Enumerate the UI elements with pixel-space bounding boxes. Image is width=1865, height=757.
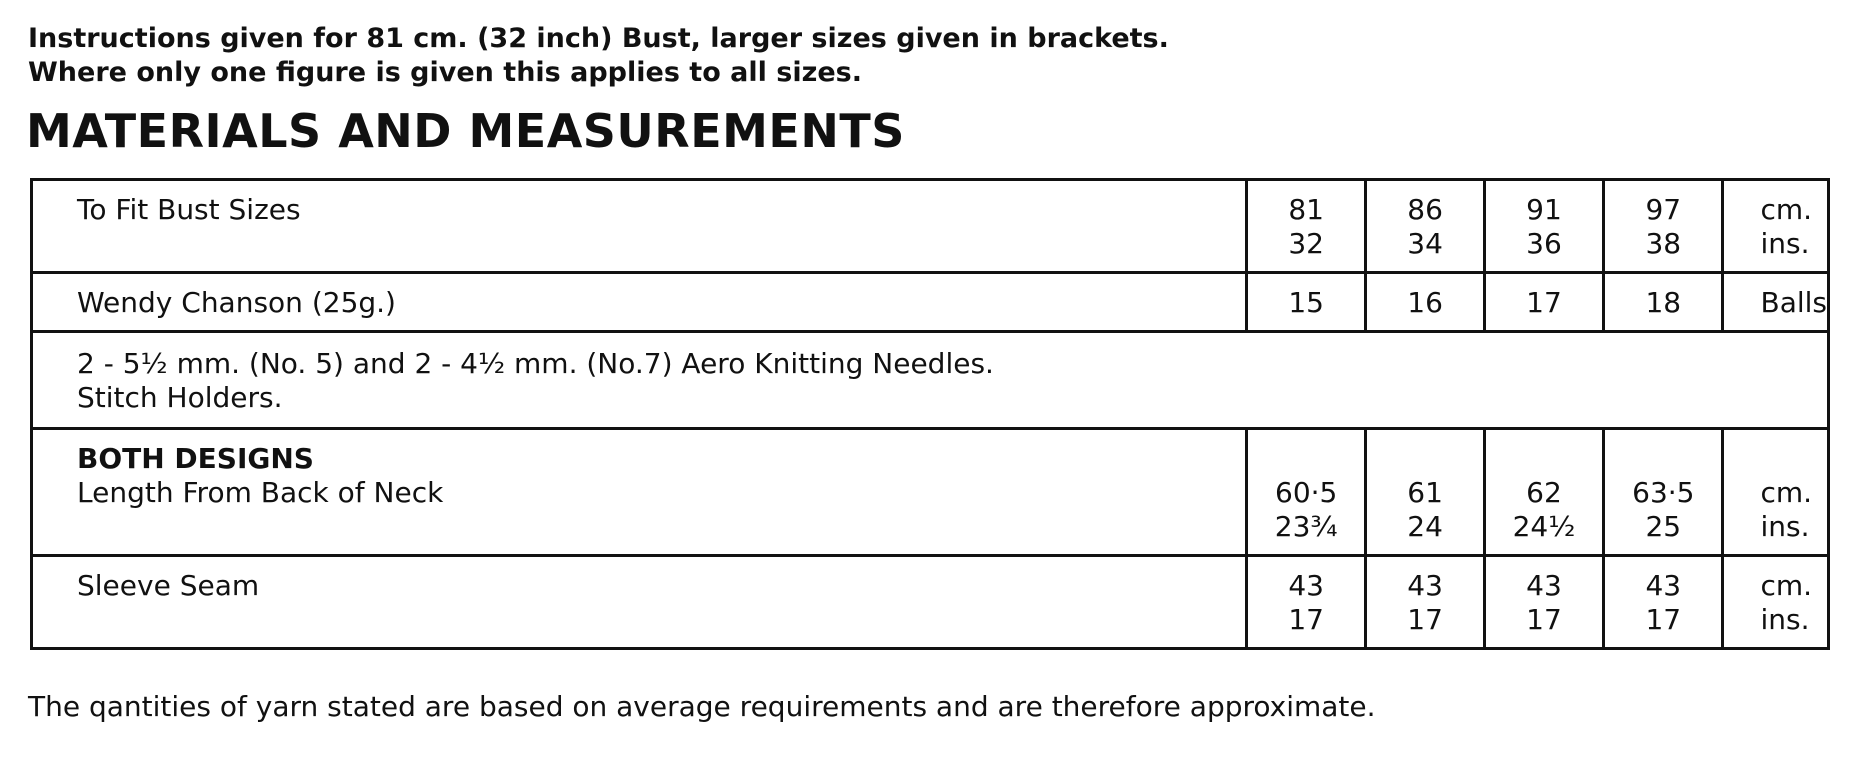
sleeve-size-4: 43 17: [1604, 556, 1723, 649]
footer-note: The qantities of yarn stated are based on average requirements and are therefore approximate.: [28, 690, 1376, 723]
length-size-1: 60·5 23¾: [1247, 429, 1366, 556]
bust-size-2: 86 34: [1366, 180, 1484, 273]
yarn-label: Wendy Chanson (25g.): [32, 273, 1247, 332]
length-size-2: 61 24: [1366, 429, 1484, 556]
table-row-bust: [32, 180, 1829, 273]
length-size-3: 62 24½: [1484, 429, 1603, 556]
needles-line-1: 2 - 5½ mm. (No. 5) and 2 - 4½ mm. (No.7) Aero Knitting Needles.: [77, 347, 994, 380]
table-row-needles: [32, 332, 1829, 429]
intro-line-1: Instructions given for 81 cm. (32 inch) Bust, larger sizes given in brackets.: [28, 23, 1169, 54]
bust-label: To Fit Bust Sizes: [32, 180, 1247, 273]
table-row-length: [32, 429, 1829, 556]
bust-size-4: 97 38: [1604, 180, 1723, 273]
sleeve-units: cm. ins.: [1723, 556, 1829, 649]
length-label: Length From Back of Neck: [77, 476, 444, 509]
bust-size-1: 81 32: [1247, 180, 1366, 273]
length-size-4: 63·5 25: [1604, 429, 1723, 556]
table-row-yarn: [32, 273, 1829, 332]
sleeve-size-3: 43 17: [1484, 556, 1603, 649]
yarn-size-3: 17: [1484, 273, 1603, 332]
sleeve-label: Sleeve Seam: [32, 556, 1247, 649]
yarn-size-1: 15: [1247, 273, 1366, 332]
needles-text: [32, 332, 1829, 429]
length-units: cm. ins.: [1723, 429, 1829, 556]
sleeve-size-1: 43 17: [1247, 556, 1366, 649]
bust-size-3: 91 36: [1484, 180, 1603, 273]
needles-line-2: Stitch Holders.: [77, 381, 283, 414]
yarn-size-2: 16: [1366, 273, 1484, 332]
table-row-sleeve: [32, 556, 1829, 649]
intro-line-2: Where only one figure is given this applies to all sizes.: [28, 57, 862, 88]
yarn-size-4: 18: [1604, 273, 1723, 332]
materials-table: [30, 178, 1830, 650]
sleeve-size-2: 43 17: [1366, 556, 1484, 649]
length-label-cell: [32, 429, 1247, 556]
section-heading: MATERIALS AND MEASUREMENTS: [26, 104, 905, 158]
intro-text: [28, 22, 1169, 90]
both-designs-heading: BOTH DESIGNS: [77, 442, 314, 475]
bust-units: cm. ins.: [1723, 180, 1829, 273]
yarn-unit: Balls: [1723, 273, 1829, 332]
